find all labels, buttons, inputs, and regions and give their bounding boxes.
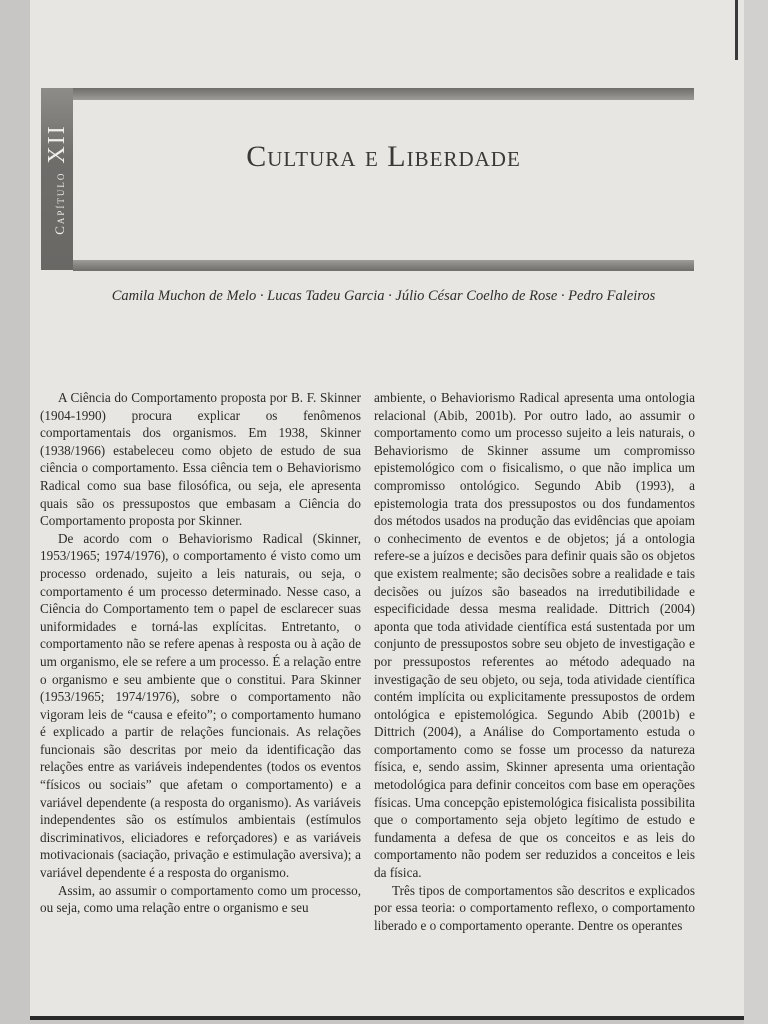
body-column-left <box>40 389 361 917</box>
scan-margin <box>744 0 768 1024</box>
paragraph: Três tipos de comportamentos são descritos e explicados por essa teoria: o comportamento reflexo, o comportamento liberado e o comportamento operante. Dentre os operantes <box>374 882 695 933</box>
paragraph: ambiente, o Behaviorismo Radical apresenta uma ontologia relacional (Abib, 2001b). Por outro lado, ao assumir o comportamento como um processo sujeito a leis naturais, o Behaviorismo de Skinner assume um compromisso epistemológico com o fisicalismo, o que não implica um compromisso ontológico. Segundo Abib (1993), a epistemologia trata dos pressupostos ou dos fundamentos dos métodos usados na produção das evidências que apoiam o conhecimento de eventos e de objetos; já a ontologia refere-se a juízos e decisões para definir quais são os objetos que existem realmente; são decisões sobre a realidade e tais decisões ou juízos são baseados na irredutibilidade e especificidade dessa mesma realidade. Dittrich (2004) aponta que toda atividade científica está sustentada por um conjunto de pressupostos sobre seu objeto de investigação e por pressupostos referentes ao método adequado na investigação de seu objeto, ou seja, toda atividade científica contém implícita ou explicitamente pressupostos de ordem ontológica e epistemológica. Segundo Abib (2001b) e Dittrich (2004), a Análise do Comportamento estuda o comportamento como se fosse um processo da natureza física, e, sendo assim, Skinner apresenta uma orientação metodológica para definir conceitos com base em operações físicas. Uma concepção epistemológica fisicalista possibilita que o comportamento seja objeto legítimo de estudo e fundamenta a defesa de que os conceitos e as leis do comportamento não podem ser reduzidos a conceitos e leis da física. <box>374 390 695 881</box>
title-frame-bottom-bar <box>73 260 694 271</box>
paragraph: A Ciência do Comportamento proposta por B. F. Skinner (1904-1990) procura explicar os fenômenos comportamentais dos organismos. Em 1938, Skinner (1938/1966) estabeleceu como objeto de estudo de sua ciência o comportamento. Essa ciência tem o Behaviorismo Radical como sua base filosófica, ou seja, ele apresenta quais são os pressupostos que embasam a Ciência do Comportamento proposta por Skinner. <box>40 390 361 529</box>
page-bottom-edge <box>30 1016 744 1020</box>
chapter-number: XII <box>43 123 70 164</box>
scan-edge-mark <box>735 0 738 60</box>
chapter-label <box>44 88 70 270</box>
chapter-title: Cultura e Liberdade <box>246 140 521 173</box>
author-list: Camila Muchon de Melo · Lucas Tadeu Garcia · Júlio César Coelho de Rose · Pedro Faleiros <box>111 288 656 304</box>
body-column-right <box>374 389 695 934</box>
paragraph: Assim, ao assumir o comportamento como um processo, ou seja, como uma relação entre o organismo e seu <box>40 882 361 916</box>
chapter-word: Capítulo <box>51 171 67 235</box>
title-frame-top-bar <box>73 88 694 100</box>
paragraph: De acordo com o Behaviorismo Radical (Skinner, 1953/1965; 1974/1976), o comportamento é visto como um processo ordenado, sujeito a leis naturais, ou seja, o comportamento é um processo determinado. Nesse caso, a Ciência do Comportamento tem o papel de esclarecer suas uniformidades e torná-las explícitas. Entretanto, o comportamento não se refere apenas à resposta ou à ação de um organismo, ele se refere a um processo. É a relação entre o organismo e seu ambiente que o constitui. Para Skinner (1953/1965; 1974/1976), sobre o comportamento não vigoram leis de “causa e efeito”; o comportamento humano é explicado a partir de relações funcionais. As relações funcionais são descritas por meio da identificação das relações entre as variáveis independentes (todos os eventos “físicos ou sociais” que afetam o comportamento) e a variável dependente (a resposta do organismo). As variáveis independentes são os estímulos ambientais (estímulos discriminativos, eliciadores e reforçadores) e as variáveis motivacionais (saciação, privação e estimulação aversiva); a variável dependente é a resposta do organismo. <box>40 530 361 881</box>
